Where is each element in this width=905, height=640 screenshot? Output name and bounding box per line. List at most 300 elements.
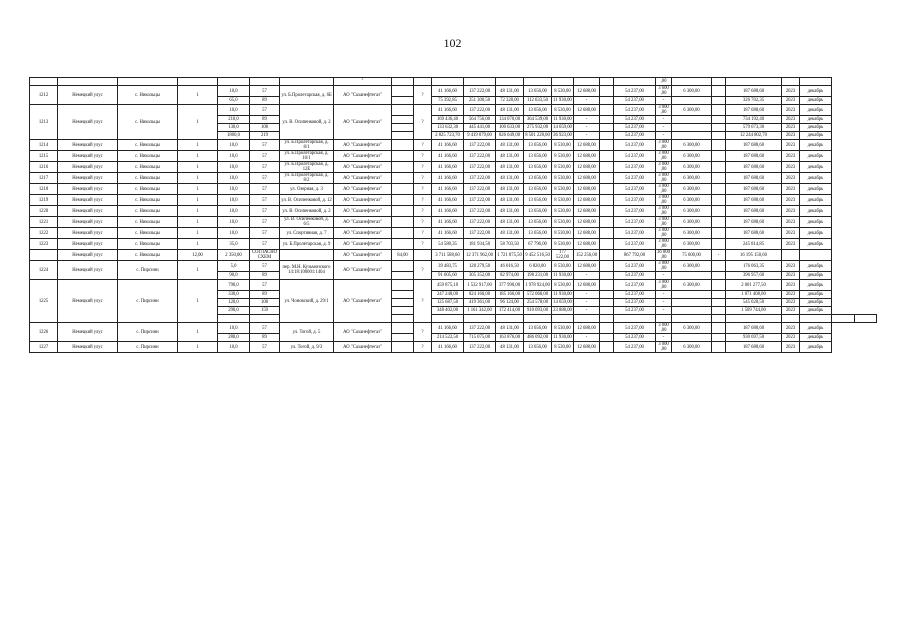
table-cell: Немецкий улус <box>58 342 118 353</box>
table-row <box>30 342 877 353</box>
table-cell: 10,0 <box>218 105 250 116</box>
table-cell <box>392 323 414 334</box>
table-cell: 2023 <box>782 195 800 206</box>
table-cell <box>600 261 614 272</box>
table-cell: 11 930,00 <box>553 292 572 297</box>
table-cell <box>712 86 726 97</box>
table-cell: - <box>574 132 600 140</box>
table-cell <box>672 116 712 124</box>
table-cell <box>600 239 614 250</box>
table-cell: 1 <box>178 261 218 280</box>
table-cell: 187 688,60 <box>726 173 782 184</box>
table-cell: 1220 <box>30 206 58 217</box>
table-cell: 10,0 <box>218 151 250 162</box>
table-cell: 41 166,60 <box>432 217 464 228</box>
table-cell: декабрь <box>800 323 832 334</box>
table-cell: с. Никольцы <box>118 105 178 140</box>
table-cell: с. Никольцы <box>118 239 178 250</box>
table-cell: ул. Б.Пролетарская, д. 8/1 <box>280 140 334 151</box>
table-cell: 214 522,50 <box>432 334 464 342</box>
table-cell: 326 702,35 <box>726 97 782 105</box>
table-cell <box>672 291 712 299</box>
table-cell <box>218 315 250 323</box>
table-cell: 41 166,60 <box>432 323 464 334</box>
table-cell: 6 300,00 <box>672 140 712 151</box>
table-cell <box>392 206 414 217</box>
table-cell: 137 222,00 <box>464 195 496 206</box>
table-cell: 1 978 924,00 <box>524 280 552 291</box>
table-cell: 8 530,00 <box>552 105 574 116</box>
table-cell: 89 <box>250 291 280 299</box>
table-cell: 14 659,00 <box>553 300 572 305</box>
table-cell: 6 300,00 <box>672 228 712 239</box>
table-cell: 57 <box>250 173 280 184</box>
table-cell: 280,0 <box>218 334 250 342</box>
table-cell: 54 237,00 <box>614 323 656 334</box>
table-cell <box>712 195 726 206</box>
table-cell: АО "Саханефтегаз" <box>334 323 392 342</box>
table-cell: 1 <box>178 280 218 323</box>
table-cell <box>600 132 614 140</box>
table-cell <box>600 217 614 228</box>
table-cell <box>726 315 782 323</box>
table-cell: 6 300,00 <box>672 173 712 184</box>
table-cell: 41 166,60 <box>432 184 464 195</box>
table-cell: ул. Б.Пролетарская, д. 6Б <box>280 86 334 105</box>
table-cell <box>712 291 726 299</box>
table-cell: 41 166,60 <box>432 228 464 239</box>
table-cell: 2023 <box>782 272 800 280</box>
table-cell <box>600 140 614 151</box>
table-cell: 57 <box>250 140 280 151</box>
table-cell <box>392 151 414 162</box>
table-cell: 1 <box>178 217 218 228</box>
table-cell: 12 688,00 <box>574 105 600 116</box>
table-cell: 1 <box>178 195 218 206</box>
table-cell <box>392 105 414 116</box>
table-cell <box>464 315 496 323</box>
table-cell: с. Никольцы <box>118 217 178 228</box>
table-cell: 137 222,00 <box>464 151 496 162</box>
table-cell <box>250 78 280 86</box>
table-cell: АО "Саханефтегаз" <box>334 151 392 162</box>
table-cell: 1 <box>178 239 218 250</box>
table-cell: Немецкий улус <box>58 86 118 105</box>
table-cell <box>712 116 726 124</box>
table-cell: АО "Саханефтегаз" <box>334 280 392 323</box>
table-cell <box>392 132 414 140</box>
table-cell: декабрь <box>800 261 832 272</box>
table-cell: 364 539,00 <box>524 116 552 124</box>
table-cell: 2023 <box>782 173 800 184</box>
table-cell: 1215 <box>30 151 58 162</box>
table-cell: 57 <box>250 195 280 206</box>
table-cell <box>712 140 726 151</box>
table-cell: 8 530,00 <box>552 206 574 217</box>
table-cell: 3 000 ,00 <box>656 140 672 151</box>
table-cell <box>672 307 712 315</box>
table-cell: 6 300,00 <box>672 86 712 97</box>
table-cell: 54 237,00 <box>614 307 656 315</box>
table-cell <box>552 315 574 323</box>
table-cell: с. Никольцы <box>118 228 178 239</box>
table-cell: 48 131,00 <box>496 342 524 353</box>
table-cell: 2023 <box>782 86 800 97</box>
table-cell: 54 237,00 <box>614 124 656 132</box>
table-cell: декабрь <box>800 116 832 124</box>
table-cell: 41 166,60 <box>432 105 464 116</box>
table-cell: Немецкий улус <box>58 162 118 173</box>
table-cell: 137 222,00 <box>464 323 496 334</box>
table-cell: с. Никольцы <box>118 140 178 151</box>
table-cell: 3 711 588,60 <box>432 250 464 261</box>
table-cell: 3 000 ,00 <box>656 151 672 162</box>
table-cell: 100 633,00 <box>496 124 524 132</box>
table-row <box>30 261 877 272</box>
table-cell: 6 300,00 <box>672 280 712 291</box>
table-cell: 48 131,00 <box>496 206 524 217</box>
table-cell: 54 237,00 <box>614 132 656 140</box>
table-cell: 41 166,60 <box>432 195 464 206</box>
table-cell: 3 000 ,00 <box>656 342 672 353</box>
table-cell: 2023 <box>782 307 800 315</box>
table-cell: 11 930,00 <box>553 273 572 278</box>
table-cell: 10,0 <box>218 184 250 195</box>
table-cell: 8 530,00 <box>552 261 574 272</box>
table-cell: ? <box>414 173 432 184</box>
table-cell: 6 300,00 <box>672 206 712 217</box>
table-cell: 1218 <box>30 184 58 195</box>
table-cell: ? <box>414 184 432 195</box>
table-cell: 12 688,00 <box>574 184 600 195</box>
table-cell <box>712 105 726 116</box>
table-cell: 1 <box>178 105 218 140</box>
table-cell: 6 300,00 <box>672 239 712 250</box>
table-cell: ул. Тогой, д. 5 <box>280 323 334 342</box>
table-cell <box>672 124 712 132</box>
table-cell: 137 222,00 <box>464 173 496 184</box>
table-cell: 1226 <box>30 323 58 342</box>
table-cell: 54 237,00 <box>614 86 656 97</box>
table-cell: 36 923,00 <box>553 133 572 138</box>
table-cell: 1216 <box>30 162 58 173</box>
table-cell: 3 000 ,00 <box>656 228 672 239</box>
table-cell <box>600 184 614 195</box>
table-cell: 5,0 <box>218 261 250 272</box>
table-cell <box>178 78 218 86</box>
table-row <box>30 250 877 261</box>
table-row <box>30 184 877 195</box>
table-cell: 57 <box>250 162 280 173</box>
table-cell: 23 888,00 <box>553 308 572 313</box>
table-cell <box>712 124 726 132</box>
table-cell <box>392 239 414 250</box>
table-cell: 8 530,00 <box>552 239 574 250</box>
table-cell: 445 441,00 <box>464 124 496 132</box>
table-cell: Немецкий улус <box>58 239 118 250</box>
table-cell: 57 <box>250 323 280 334</box>
table-cell: 1219 <box>30 195 58 206</box>
table-cell: 790,0 <box>218 280 250 291</box>
table-cell <box>712 280 726 291</box>
table-cell <box>600 86 614 97</box>
table-cell: 2023 <box>782 334 800 342</box>
table-cell: 41 166,60 <box>432 206 464 217</box>
table-cell: ? <box>414 162 432 173</box>
table-cell: ул. Б.Пролетарская, д. 9 <box>280 239 334 250</box>
table-cell: 2023 <box>782 184 800 195</box>
table-cell: 96 124,00 <box>496 299 524 307</box>
table-cell: 57 <box>250 105 280 116</box>
table-cell: 12 688,00 <box>574 342 600 353</box>
table-cell: 11 930,00 <box>553 335 572 340</box>
table-cell: 58 703,50 <box>496 239 524 250</box>
table-cell: 41 166,60 <box>432 162 464 173</box>
table-cell: ? <box>414 195 432 206</box>
table-cell: ? <box>414 206 432 217</box>
table-cell: Немецкий улус <box>58 151 118 162</box>
table-cell: 2023 <box>782 132 800 140</box>
table-cell: 35,0 <box>218 239 250 250</box>
table-cell: 290,0 <box>218 307 250 315</box>
table-cell: 41 166,60 <box>432 86 464 97</box>
table-cell: 10,0 <box>218 228 250 239</box>
table-cell: - <box>574 124 600 132</box>
table-cell <box>600 173 614 184</box>
table-cell: 137 222,00 <box>464 342 496 353</box>
table-cell: - <box>656 291 672 299</box>
table-cell: 6 300,00 <box>672 105 712 116</box>
table-cell <box>392 272 414 280</box>
table-cell: 48 131,00 <box>496 184 524 195</box>
table-cell: 1 <box>178 228 218 239</box>
table-cell: 2023 <box>782 299 800 307</box>
table-row <box>30 151 877 162</box>
table-cell: декабрь <box>800 184 832 195</box>
table-cell: 8 530,00 <box>552 342 574 353</box>
table-cell: 89 <box>250 334 280 342</box>
table-cell: декабрь <box>800 239 832 250</box>
table-cell <box>392 116 414 124</box>
table-cell: 57 <box>250 217 280 228</box>
table-cell <box>712 272 726 280</box>
table-cell: 6 300,00 <box>672 151 712 162</box>
table-cell: 48 131,00 <box>496 140 524 151</box>
table-cell: 57 <box>250 86 280 97</box>
table-cell <box>712 97 726 105</box>
table-cell: 48 131,00 <box>496 173 524 184</box>
table-cell: 13 656,00 <box>524 217 552 228</box>
table-cell <box>782 78 800 86</box>
table-row <box>30 206 877 217</box>
table-cell: - <box>656 124 672 132</box>
table-cell: 172 414,00 <box>496 307 524 315</box>
table-cell <box>392 217 414 228</box>
table-cell: 187 688,60 <box>726 195 782 206</box>
table-cell: 12 688,00 <box>574 228 600 239</box>
table-cell: ? <box>414 323 432 342</box>
table-cell: 41 166,60 <box>432 342 464 353</box>
table-cell <box>614 315 656 323</box>
table-cell: 128 279,50 <box>464 261 496 272</box>
table-cell: ? <box>414 342 432 353</box>
table-cell: 187 688,60 <box>726 184 782 195</box>
table-cell: 65,0 <box>218 97 250 105</box>
table-cell: 3 000 ,00 <box>656 184 672 195</box>
table-cell <box>712 261 726 272</box>
table-cell: с. Никольцы <box>118 184 178 195</box>
table-cell: 2023 <box>782 342 800 353</box>
table-cell: 6 300,00 <box>672 342 712 353</box>
table-cell: с. Пирсини <box>118 342 178 353</box>
table-cell: 1800,0 <box>218 132 250 140</box>
table-cell <box>280 78 334 86</box>
table-cell: 2 350,00 <box>218 250 250 261</box>
table-cell <box>712 132 726 140</box>
table-cell <box>218 78 250 86</box>
table-cell: Немецкий улус <box>58 250 118 261</box>
table-cell: 13 656,00 <box>524 206 552 217</box>
table-cell: 177 522,00 <box>552 250 574 261</box>
table-cell: 1223 <box>30 239 58 250</box>
table-cell <box>712 315 726 323</box>
table-cell: Немецкий улус <box>58 280 118 323</box>
table-cell: 8 530,00 <box>552 184 574 195</box>
table-cell: 10,0 <box>218 173 250 184</box>
table-cell <box>574 78 600 86</box>
table-cell: 564 756,00 <box>464 116 496 124</box>
table-cell: 10,0 <box>218 140 250 151</box>
table-row <box>30 105 877 116</box>
table-cell: 3 000 ,00 <box>656 261 672 272</box>
table-cell: декабрь <box>800 195 832 206</box>
table-cell: 54 580,35 <box>432 239 464 250</box>
table-cell: 187 688,60 <box>726 228 782 239</box>
table-row <box>30 217 877 228</box>
table-cell: Немецкий улус <box>58 173 118 184</box>
table-cell: 54 237,00 <box>614 239 656 250</box>
table-cell: 57 <box>250 228 280 239</box>
table-cell: 1 <box>178 184 218 195</box>
table-cell <box>672 315 712 323</box>
table-cell <box>600 116 614 124</box>
table-cell: 112 633,50 <box>524 97 552 105</box>
table-cell <box>392 291 414 299</box>
table-cell: с. Никольцы <box>118 195 178 206</box>
table-cell <box>600 334 614 342</box>
table-cell: 137 222,00 <box>464 86 496 97</box>
table-cell: 10,0 <box>218 323 250 334</box>
table-cell <box>600 124 614 132</box>
table-cell: - <box>656 272 672 280</box>
table-row <box>30 86 877 97</box>
table-cell <box>800 315 832 323</box>
table-cell: ? <box>414 105 432 140</box>
table-cell <box>600 299 614 307</box>
table-cell <box>496 315 524 323</box>
table-cell: с. Никольцы <box>118 173 178 184</box>
table-cell: АО "Саханефтегаз" <box>334 173 392 184</box>
table-cell: АО "Саханефтегаз" <box>334 206 392 217</box>
table-cell <box>392 334 414 342</box>
table-cell: 187 688,60 <box>726 342 782 353</box>
table-cell <box>832 315 855 323</box>
table-cell: Немецкий улус <box>58 261 118 280</box>
table-cell: 12 688,00 <box>574 239 600 250</box>
table-cell: 54 237,00 <box>614 162 656 173</box>
table-cell: 2023 <box>782 228 800 239</box>
table-cell: 169 436,40 <box>432 116 464 124</box>
table-cell: 2023 <box>782 105 800 116</box>
table-cell: 2 825 723,70 <box>432 132 464 140</box>
table-cell: - <box>574 299 600 307</box>
table-cell: 1225 <box>30 280 58 323</box>
table-cell <box>672 97 712 105</box>
table-cell: 36 000 ,00 <box>657 250 670 260</box>
table-cell: 1 <box>178 323 218 342</box>
table-cell <box>414 78 432 86</box>
table-cell: 48 131,00 <box>496 323 524 334</box>
table-cell: 48 131,00 <box>496 228 524 239</box>
table-cell: 2023 <box>782 151 800 162</box>
table-cell: 6 300,00 <box>672 162 712 173</box>
table-cell: 1 <box>178 162 218 173</box>
table-cell: АО "Саханефтегаз" <box>334 261 392 280</box>
table-cell: 1 <box>178 173 218 184</box>
table-cell <box>280 250 334 261</box>
table-cell: 187 688,60 <box>726 86 782 97</box>
table-cell <box>392 86 414 97</box>
table-cell: ул. Озерная, д. 3 <box>280 184 334 195</box>
table-cell: ул. Чоновский, д. 29/1 <box>280 280 334 323</box>
table-cell: 54 237,00 <box>614 140 656 151</box>
table-cell <box>726 78 782 86</box>
table-cell: 210,0 <box>218 116 250 124</box>
table-cell: 187 688,60 <box>726 151 782 162</box>
table-cell: с. Никольцы <box>118 206 178 217</box>
table-cell: 187 688,60 <box>726 162 782 173</box>
table-cell: 11 930,00 <box>553 98 572 103</box>
table-cell: 16 195 150,60 <box>726 250 782 261</box>
table-cell: 39 483,75 <box>432 261 464 272</box>
table-cell: 14 659,00 <box>553 125 572 130</box>
table-cell: 2023 <box>782 97 800 105</box>
table-cell: 13 656,00 <box>524 173 552 184</box>
table-cell <box>392 97 414 105</box>
table-cell: 13 656,00 <box>524 162 552 173</box>
table-cell: 54 237,00 <box>614 299 656 307</box>
table-cell: АО "Саханефтегаз" <box>334 228 392 239</box>
table-cell: 13 656,00 <box>524 140 552 151</box>
table-cell: 12 688,00 <box>574 280 600 291</box>
table-cell: 54 237,00 <box>614 105 656 116</box>
table-cell: 1 <box>178 206 218 217</box>
table-cell <box>392 124 414 132</box>
table-cell: 8 530,00 <box>552 217 574 228</box>
table-cell: 82 974,00 <box>496 272 524 280</box>
table-cell <box>118 78 178 86</box>
table-cell: 54 237,00 <box>614 342 656 353</box>
table-cell: с. Пирсини <box>118 323 178 342</box>
table-cell: 545 028,50 <box>726 299 782 307</box>
table-cell: 12,00 <box>178 250 218 261</box>
table-cell: 13 656,00 <box>524 184 552 195</box>
table-cell: 133 632,30 <box>432 124 464 132</box>
table-cell: 75 392,85 <box>432 97 464 105</box>
table-cell <box>782 315 800 323</box>
table-cell: 12 688,00 <box>574 261 600 272</box>
table-cell: АО "Саханефтегаз" <box>334 105 392 140</box>
